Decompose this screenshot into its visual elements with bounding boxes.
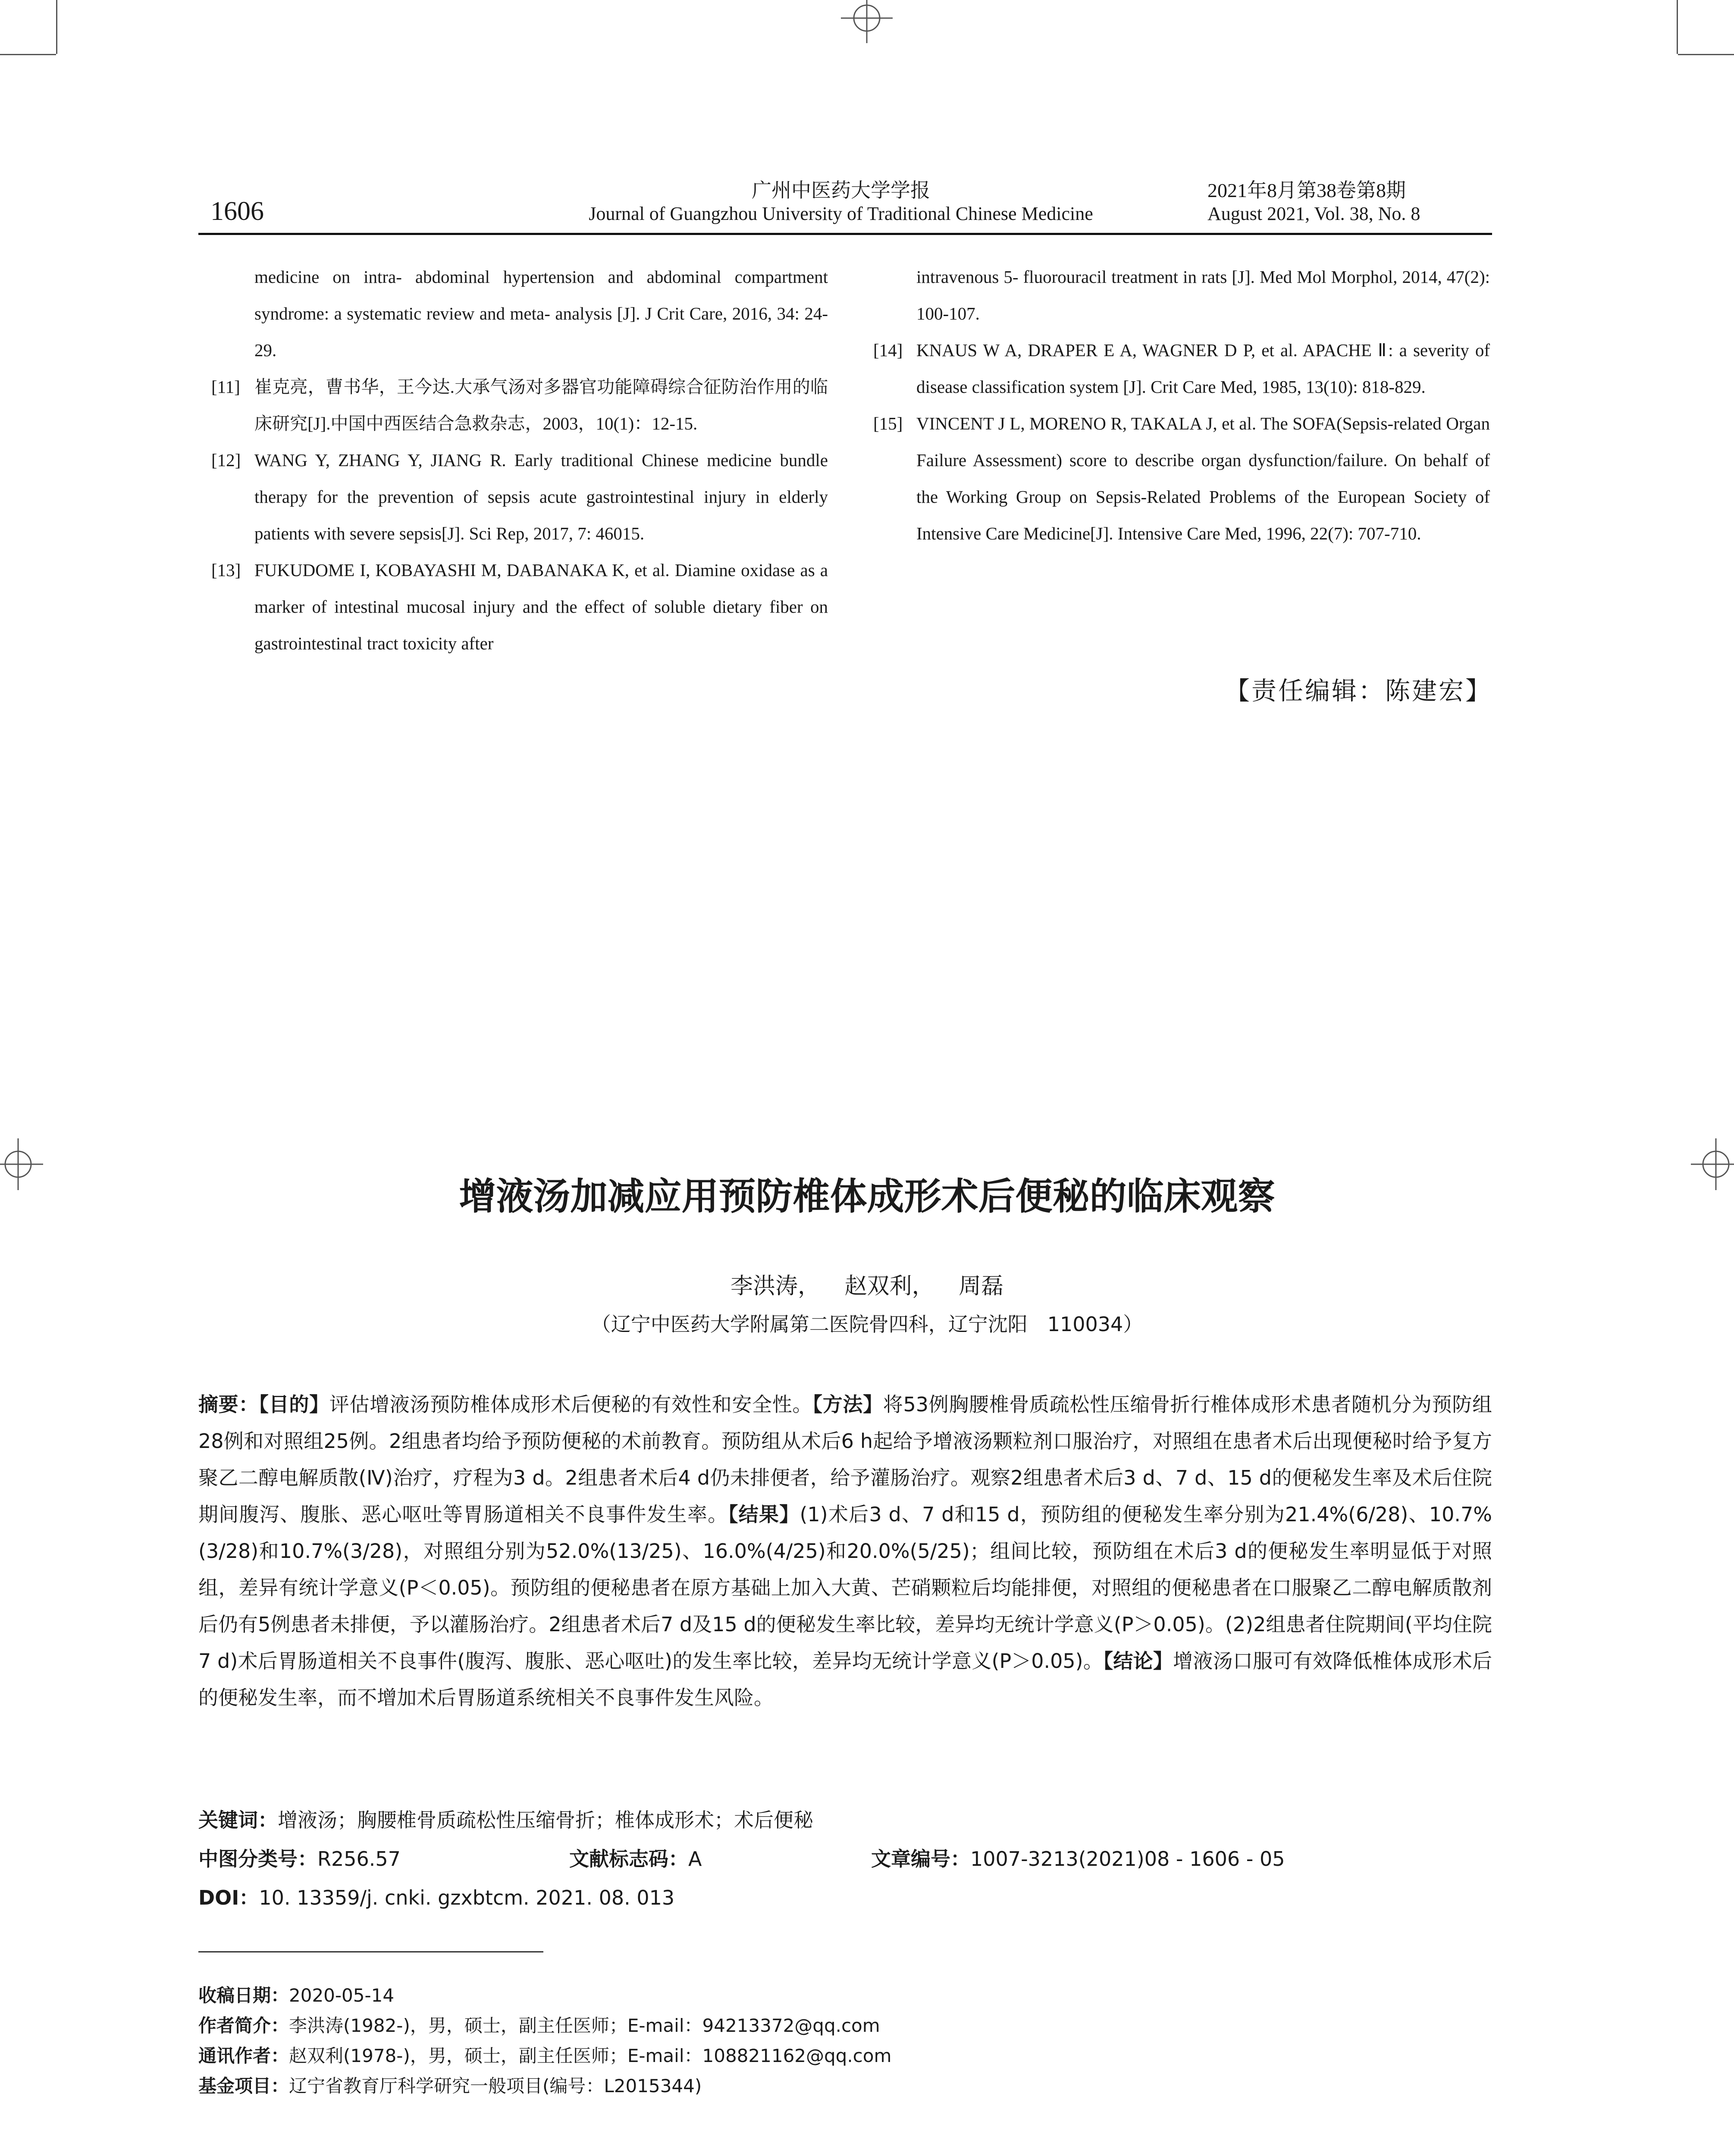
footnote-label: 收稿日期： [198, 1985, 289, 2006]
footnote-corresponding [198, 2042, 891, 2068]
crop-mark [1677, 0, 1678, 54]
reference-text: FUKUDOME I, KOBAYASHI M, DABANAKA K, et al. Diamine oxidase as a marker of intestinal mucosal injury and the effect of soluble dietary fiber on gastrointestinal tract toxicity after [254, 560, 828, 653]
reference-text: 崔克亮，曹书华，王今达.大承气汤对多器官功能障碍综合征防治作用的临床研究[J].中国中西医结合急救杂志，2003，10(1)：12-15. [254, 377, 828, 433]
footnote-label: 通讯作者： [198, 2045, 289, 2066]
reference-text: intravenous 5- fluorouracil treatment in rats [J]. Med Mol Morphol, 2014, 47(2): 100-107. [916, 267, 1490, 323]
article-number-field [871, 1843, 1285, 1872]
doi-label: DOI： [198, 1886, 259, 1909]
references-right-column [873, 259, 1490, 552]
reference-number: [13] [211, 560, 241, 580]
crop-mark [56, 0, 57, 54]
registration-mark-icon [841, 0, 893, 52]
keywords [198, 1805, 813, 1833]
reference-item [873, 405, 1490, 552]
reference-text: medicine on intra- abdominal hypertension and abdominal compartment syndrome: a systematic review and meta- analysis [J]. J Crit Care, 2016, 34: 24-29. [254, 267, 828, 360]
clc-field [198, 1843, 401, 1872]
header-rule [198, 233, 1492, 235]
reference-text: VINCENT J L, MORENO R, TAKALA J, et al. The SOFA(Sepsis-related Organ Failure Assessment) score to describe organ dysfunction/failure. On behalf of the Working Group on Sepsis-Related Problems of the European Society of Intensive Care Medicine[J]. Intensive Care Med, 1996, 22(7): 707-710. [916, 414, 1490, 543]
reference-number: [15] [873, 414, 903, 433]
doi [198, 1882, 674, 1911]
article-affiliation: （辽宁中医药大学附属第二医院骨四科，辽宁沈阳 110034） [591, 1313, 1143, 1336]
reference-text: WANG Y, ZHANG Y, JIANG R. Early traditional Chinese medicine bundle therapy for the prevention of sepsis acute gastrointestinal injury in elderly patients with severe sepsis[J]. Sci Rep, 2017, 7: 46015. [254, 450, 828, 543]
footnote-value: 李洪涛(1982-)，男，硕士，副主任医师；E-mail：94213372@qq.com [289, 2015, 880, 2036]
abstract-label: 摘要： [198, 1393, 259, 1416]
footnote-label: 作者简介： [198, 2015, 289, 2036]
footnote-value: 2020-05-14 [289, 1985, 395, 2006]
issue-info-en: August 2021, Vol. 38, No. 8 [1207, 203, 1420, 224]
footnote-label: 基金项目： [198, 2075, 289, 2096]
footnote-rule [198, 1951, 543, 1952]
footnote-value: 辽宁省教育厅科学研究一般项目(编号：L2015344) [289, 2075, 702, 2096]
reference-item [211, 442, 828, 552]
reference-item [211, 369, 828, 442]
issue-info-cn: 2021年8月第38卷第8期 [1207, 179, 1406, 201]
reference-text: KNAUS W A, DRAPER E A, WAGNER D P, et al. APACHE Ⅱ: a severity of disease classification system [J]. Crit Care Med, 1985, 13(10): 818-829. [916, 340, 1490, 397]
objective-text: 评估增液汤预防椎体成形术后便秘的有效性和安全性。 [329, 1393, 813, 1416]
footnote-funding [198, 2072, 702, 2098]
article-number-label: 文章编号： [871, 1847, 970, 1871]
reference-number: [12] [211, 450, 241, 470]
article-title: 增液汤加减应用预防椎体成形术后便秘的临床观察 [459, 1175, 1275, 1218]
conclusion-label: 【结论】 [1103, 1649, 1173, 1673]
methods-text: 将53例胸腰椎骨质疏松性压缩骨折行椎体成形术患者随机分为预防组28例和对照组25例。2组患者均给予预防便秘的术前教育。预防组从术后6 h起给予增液汤颗粒剂口服治疗，对照组在患者术后出现便秘时给予复方聚乙二醇电解质散(Ⅳ)治疗，疗程为3 d。2组患者术后4 d仍未排便者，给予灌肠治疗。观察2组患者术后3 d、7 d、15 d的便秘发生率及术后住院期间腹泻、腹胀、恶心呕吐等胃肠道相关不良事件发生率。 [198, 1393, 1493, 1526]
reference-number: [11] [211, 377, 240, 397]
results-text: (1)术后3 d、7 d和15 d，预防组的便秘发生率分别为21.4%(6/28)、10.7%(3/28)和10.7%(3/28)，对照组分别为52.0%(13/25)、16.0%(4/25)和20.0%(5/25)；组间比较，预防组在术后3 d的便秘发生率明显低于对照组，差异有统计学意义(P＜0.05)。预防组的便秘患者在原方基础上加入大黄、芒硝颗粒后均能排便，对照组的便秘患者在口服聚乙二醇电解质散剂后仍有5例患者未排便，予以灌肠治疗。2组患者术后7 d及15 d的便秘发生率比较，差异均无统计学意义(P＞0.05)。(2)2组患者住院期间(平均住院7 d)术后胃肠道相关不良事件(腹泻、腹胀、恶心呕吐)的发生率比较，差异均无统计学意义(P＞0.05)。 [198, 1503, 1493, 1673]
conclusion-text: 增液汤口服可有效降低椎体成形术后的便秘发生率，而不增加术后胃肠道系统相关不良事件发生风险。 [198, 1649, 1493, 1709]
reference-item [873, 259, 1490, 332]
doc-code-label: 文献标志码： [569, 1847, 688, 1871]
journal-title-cn: 广州中医药大学学报 [752, 179, 930, 202]
references-left-column [211, 259, 828, 662]
doc-code-field [569, 1843, 702, 1872]
reference-item [211, 552, 828, 662]
reference-item [873, 332, 1490, 405]
article-number-value: 1007-3213(2021)08 - 1606 - 05 [970, 1847, 1285, 1871]
objective-label: 【目的】 [259, 1393, 329, 1416]
doi-value: 10. 13359/j. cnki. gzxbtcm. 2021. 08. 013 [259, 1886, 675, 1909]
reference-item [211, 259, 828, 369]
doc-code-value: A [688, 1847, 702, 1871]
results-label: 【结果】 [728, 1503, 800, 1526]
footnote-author-bio [198, 2012, 880, 2037]
methods-label: 【方法】 [812, 1393, 883, 1416]
crop-mark [1678, 54, 1734, 55]
journal-title-en: Journal of Guangzhou University of Traditional Chinese Medicine [589, 203, 1093, 224]
keywords-value: 增液汤；胸腰椎骨质疏松性压缩骨折；椎体成形术；术后便秘 [278, 1808, 813, 1832]
footnote-value: 赵双利(1978-)，男，硕士，副主任医师；E-mail：108821162@qq.com [289, 2045, 892, 2066]
abstract [198, 1386, 1492, 1716]
crop-mark [0, 54, 56, 55]
keywords-label: 关键词： [198, 1808, 278, 1832]
clc-label: 中图分类号： [198, 1847, 317, 1871]
page-number: 1606 [210, 197, 264, 226]
article-authors: 李洪涛， 赵双利， 周磊 [730, 1273, 1004, 1299]
responsible-editor: 【责任编辑：陈建宏】 [1224, 676, 1492, 705]
reference-number: [14] [873, 340, 903, 360]
clc-value: R256.57 [317, 1847, 401, 1871]
footnote-received [198, 1981, 394, 2007]
